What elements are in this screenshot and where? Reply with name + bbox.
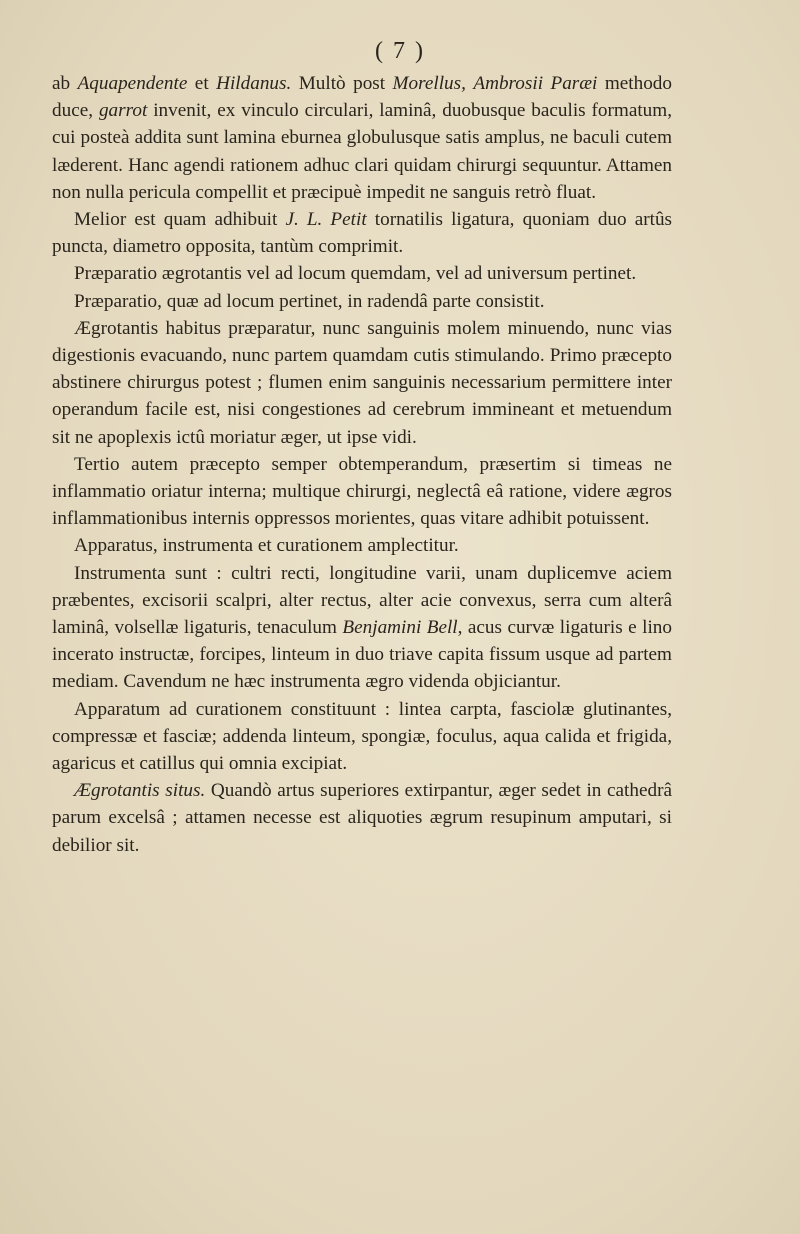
italic-text: Hildanus. xyxy=(216,73,292,94)
page-number: ( 7 ) xyxy=(375,38,425,64)
paragraph xyxy=(52,560,672,696)
italic-text: Morellus, xyxy=(392,73,466,94)
italic-text: Ambrosii Paræi xyxy=(473,73,598,94)
paragraph xyxy=(52,696,672,778)
text-run: Melior est quam adhibuit xyxy=(74,209,286,231)
italic-text: Aquapendente xyxy=(77,73,188,94)
text-run: Præparatio ægrotantis vel ad locum quemdam, vel ad universum pertinet. xyxy=(74,263,637,285)
text-run: Apparatus, instrumenta et curationem amplectitur. xyxy=(74,535,459,557)
body-text xyxy=(52,70,672,859)
text-run: et xyxy=(187,73,217,94)
italic-text: Ægrotantis situs. xyxy=(74,780,206,802)
text-run: Instrumenta sunt : cultri recti, longitudine varii, unam duplicemve aciem præbentes, excisorii scalpri, alter rectus, alter acie convexus, serra cum alterâ laminâ, volsellæ ligaturis, tenaculum xyxy=(52,562,672,639)
paragraph xyxy=(52,315,672,451)
italic-text: Benjamini Bell xyxy=(342,617,458,639)
text-run: Præparatio, quæ ad locum pertinet, in radendâ parte consistit. xyxy=(74,290,545,312)
text-run: invenit, ex vinculo circulari, laminâ, duobusque baculis formatum, cui posteà addita sunt lamina eburnea globulusque satis amplus, ne baculi cutem læderent. Hanc agendi rationem adhuc clari quidam chirurgi sequuntur. Attamen non nulla pericula compellit et præcipuè impedit ne sanguis retrò fluat. xyxy=(52,100,672,203)
paragraph xyxy=(52,206,672,260)
text-run: , acus curvæ ligaturis e lino incerato instructæ, forcipes, linteum in duo triave capita fissum usque ad partem mediam. Cavendum ne hæc instrumenta ægro videnda objiciantur. xyxy=(52,617,672,693)
text-run: Ægrotantis habitus præparatur, nunc sanguinis molem minuendo, nunc vias digestionis evacuando, nunc partem quamdam cutis stimulando. Primo præcepto abstinere chirurgus potest ; flumen enim sanguinis necessarium permittere inter operandum facile est, nisi congestiones ad cerebrum immineant et metuendum sit ne apoplexis ictû moriatur æger, ut ipse vidi. xyxy=(52,317,672,448)
italic-text: J. L. Petit xyxy=(285,209,367,231)
paragraph xyxy=(52,260,672,287)
italic-text: garrot xyxy=(98,100,148,122)
paragraph xyxy=(52,70,672,206)
text-run: tornatilis ligatura, quoniam duo artûs puncta, diametro opposita, tantùm comprimit. xyxy=(52,209,673,258)
paragraph xyxy=(52,451,672,533)
text-run: Tertio autem præcepto semper obtemperandum, præsertim si timeas ne inflammatio oriatur interna; multique chirurgi, neglectâ eâ ratione, videre ægros inflammationibus internis oppressos morientes, quas vitare adhibit potuissent. xyxy=(52,453,672,530)
text-run: methodo duce, xyxy=(52,73,672,122)
text-run: Quandò artus superiores extirpantur, æger sedet in cathedrâ parum excelsâ ; attamen necesse est aliquoties ægrum resupinum amputari, si debilior sit. xyxy=(52,780,672,856)
paragraph xyxy=(52,777,672,859)
text-run: ab xyxy=(52,73,78,94)
text-run: Multò post xyxy=(291,73,393,94)
paragraph xyxy=(52,288,672,315)
paragraph xyxy=(52,532,672,559)
text-run: Apparatum ad curationem constituunt : lintea carpta, fasciolæ glutinantes, compressæ et fasciæ; addenda linteum, spongiæ, foculus, aqua calida et frigida, agaricus et catillus qui omnia excipiat. xyxy=(52,698,672,775)
